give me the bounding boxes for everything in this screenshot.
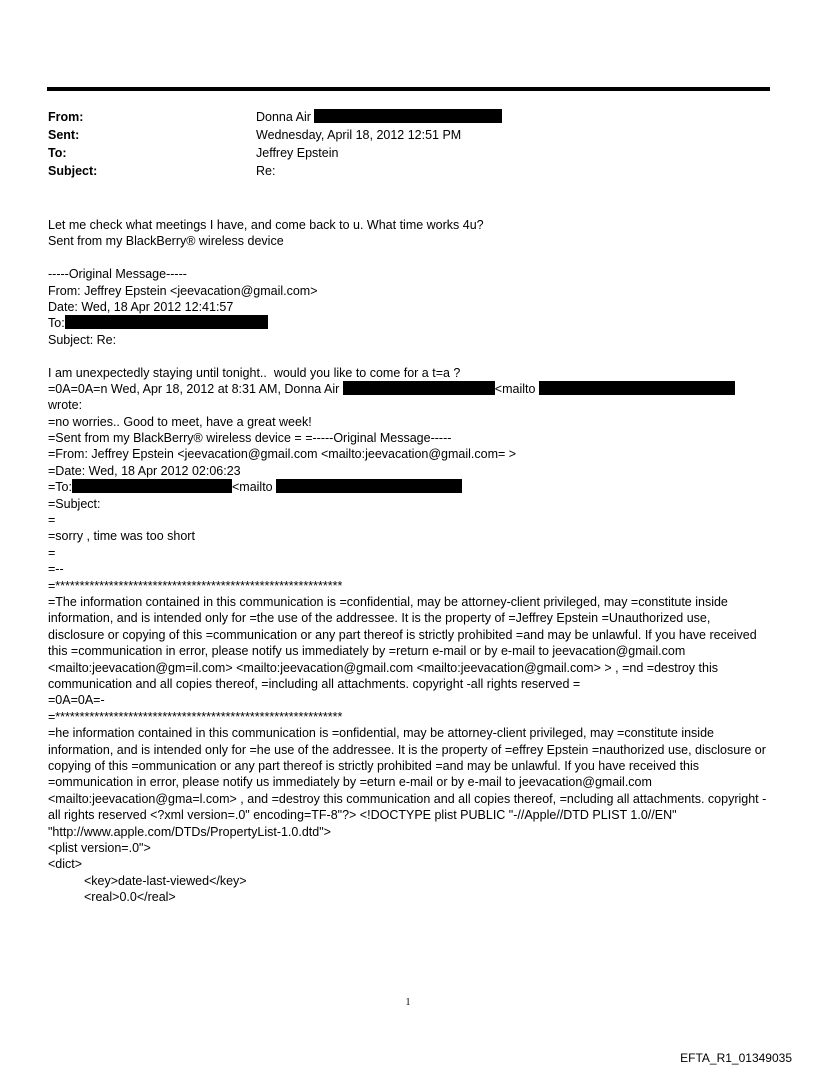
body-line: <real>0.0</real> (84, 890, 176, 905)
to-label: To: (48, 146, 67, 160)
to-text: To: (48, 316, 65, 331)
body-line: =0A=0A=- (48, 693, 105, 708)
document-id: EFTA_R1_01349035 (680, 1051, 792, 1065)
body-line (48, 315, 770, 331)
redaction-box (539, 381, 735, 395)
subject-value: Re: (256, 164, 276, 178)
header-row-to (48, 144, 768, 162)
message-body (48, 217, 770, 906)
body-line: Sent from my BlackBerry® wireless device (48, 234, 284, 249)
body-line: <plist version=.0"> (48, 841, 151, 856)
body-line: =From: Jeffrey Epstein <jeevacation@gmail.com <mailto:jeevacation@gmail.com= > (48, 447, 517, 462)
blank-line (48, 250, 770, 266)
body-line: Let me check what meetings I have, and come back to u. What time works 4u? (48, 218, 484, 232)
mailto-text: <mailto (231, 480, 273, 495)
from-name: Donna Air (256, 110, 311, 124)
body-line: = (48, 545, 56, 560)
separator-line: =*********************************************************** (48, 578, 343, 593)
body-line: -----Original Message----- (48, 267, 187, 282)
from-value (256, 108, 502, 126)
body-line: =-- (48, 562, 64, 577)
body-line: I am unexpectedly staying until tonight.. would you like to come for a t=a ? (48, 365, 461, 380)
sent-value: Wednesday, April 18, 2012 12:51 PM (256, 128, 462, 142)
redaction-box (314, 109, 502, 123)
quoted-header-text: =0A=0A=n Wed, Apr 18, 2012 at 8:31 AM, Donna Air (48, 381, 340, 396)
body-line: = (48, 513, 56, 528)
blank-line (48, 348, 770, 364)
page-number: 1 (405, 997, 411, 1008)
body-line (48, 381, 770, 397)
from-label: From: (48, 110, 84, 124)
body-line: <dict> (48, 857, 83, 872)
body-line: =Date: Wed, 18 Apr 2012 02:06:23 (48, 463, 241, 478)
header-block (48, 108, 768, 180)
body-line: <key>date-last-viewed</key> (84, 873, 247, 888)
subject-label: Subject: (48, 164, 98, 178)
header-row-from (48, 108, 768, 126)
redaction-box (65, 315, 268, 329)
sent-label: Sent: (48, 128, 80, 142)
to-value: Jeffrey Epstein (256, 146, 339, 160)
body-line (48, 479, 770, 495)
header-row-subject (48, 162, 768, 180)
disclaimer-paragraph: =The information contained in this communication is =confidential, may be attorney-client privileged, may =constitute inside information, and is intended only for =the use of the addressee. It is the property of =Jeffrey Epstein =Unauthorized use, disclosure or copying of this =communication or any part thereof is strictly prohibited =and may be unlawful. If you have received this =communication in error, please notify us immediately by =return e-mail or by e-mail to jeevacation@gmail.com <mailto:jeevacation@gm=il.com> <mailto:jeevacation@gmail.com <mailto:jeevacation@gmail.com> > , =nd =destroy this communication and all copies thereof, =including all attachments. copyright -all rights reserved = (48, 594, 757, 692)
mailto-text: <mailto (494, 381, 536, 396)
body-line: =Sent from my BlackBerry® wireless device = =-----Original Message----- (48, 431, 452, 446)
redaction-box (72, 479, 232, 493)
separator-line: =*********************************************************** (48, 709, 343, 724)
header-row-sent (48, 126, 768, 144)
body-line: =sorry , time was too short (48, 529, 195, 544)
body-line: Date: Wed, 18 Apr 2012 12:41:57 (48, 299, 234, 314)
redaction-box (343, 381, 495, 395)
body-line: Subject: Re: (48, 332, 117, 347)
disclaimer-paragraph: =he information contained in this communication is =onfidential, may be attorney-client privileged, may =constitute inside information, and is intended only for =he use of the addressee. It is the property of =effrey Epstein =nauthorized use, disclosure or copying of this =ommunication or any part thereof is strictly prohibited =and may be unlawful. If you have received this =ommunication in error, please notify us immediately by =eturn e-mail or by e-mail to jeevacation@gmail.com <mailto:jeevacation@gma=l.com> , and =destroy this communication and all copies thereof, =ncluding all attachments. copyright -all rights reserved <?xml version=.0" encoding=TF-8"?> <!DOCTYPE plist PUBLIC "-//Apple//DTD PLIST 1.0//EN" "http://www.apple.com/DTDs/PropertyList-1.0.dtd"> (48, 726, 767, 839)
header-rule (47, 87, 770, 91)
to-text: =To: (48, 480, 72, 495)
body-line: From: Jeffrey Epstein <jeevacation@gmail.com> (48, 283, 318, 298)
body-line: =no worries.. Good to meet, have a great week! (48, 414, 312, 429)
body-line: wrote: (48, 398, 83, 413)
redaction-box (276, 479, 462, 493)
body-line: =Subject: (48, 496, 101, 511)
